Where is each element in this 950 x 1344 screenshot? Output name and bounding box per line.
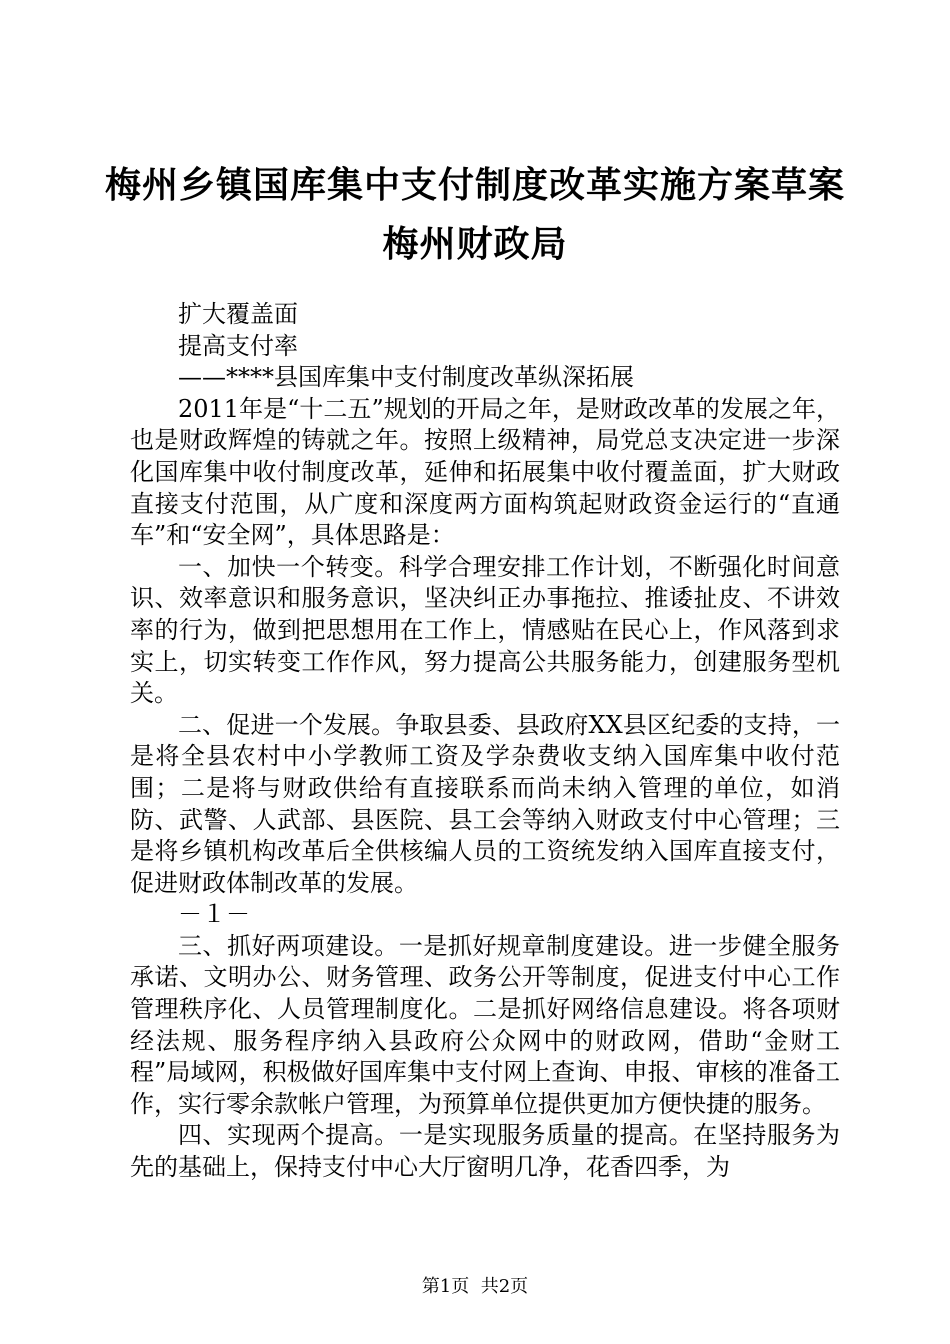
paragraph: 一、加快一个转变。科学合理安排工作计划，不断强化时间意识、效率意识和服务意识，坚决纠正办事拖拉、推诿扯皮、不讲效率的行为，做到把思想用在工作上，情感贴在民心上，作风落到求实上，切实转变工作作风，努力提高公共服务能力，创建服务型机关。 <box>130 552 840 708</box>
paragraph: 三、抓好两项建设。一是抓好规章制度建设。进一步健全服务承诺、文明办公、财务管理、政务公开等制度，促进支付中心工作管理秩序化、人员管理制度化。二是抓好网络信息建设。将各项财经法规、服务程序纳入县政府公众网中的财政网，借助“金财工程”局域网，积极做好国库集中支付网上查询、申报、审核的准备工作，实行零余款帐户管理，为预算单位提供更加方便快捷的服务。 <box>130 931 840 1118</box>
slogan-line: 扩大覆盖面 <box>178 300 298 328</box>
document-title: 梅州乡镇国库集中支付制度改革实施方案草案 <box>104 164 845 206</box>
paragraph: 四、实现两个提高。一是实现服务质量的提高。在坚持服务为先的基础上，保持支付中心大厅窗明几净，花香四季，为 <box>130 1121 840 1182</box>
page-total: 共2页 <box>480 1276 529 1297</box>
document-body <box>130 299 840 1184</box>
slogan-line: 提高支付率 <box>178 331 298 360</box>
page-number: 第1页 <box>421 1276 470 1297</box>
paragraph: 2011年是“十二五”规划的开局之年，是财政改革的发展之年，也是财政辉煌的铸就之年。按照上级精神，局党总支决定进一步深化国库集中收付制度改革，延伸和拓展集中收付覆盖面，扩大财政直接支付范围，从广度和深度两方面构筑起财政资金运行的“直通车”和“安全网”，具体思路是： <box>130 394 840 550</box>
paragraph: 二、促进一个发展。争取县委、县政府XX县区纪委的支持，一是将全县农村中小学教师工资及学杂费收支纳入国库集中收付范围；二是将与财政供给有直接联系而尚未纳入管理的单位，如消防、武警、人武部、县医院、县工会等纳入财政支付中心管理；三是将乡镇机构改革后全供核编人员的工资统发纳入国库直接支付，促进财政体制改革的发展。 <box>130 710 840 897</box>
page-marker: －１－ <box>178 900 250 929</box>
document-subtitle: 梅州财政局 <box>382 223 568 265</box>
page-footer <box>0 1276 950 1298</box>
byline: ——****县国库集中支付制度改革纵深拓展 <box>178 363 634 392</box>
